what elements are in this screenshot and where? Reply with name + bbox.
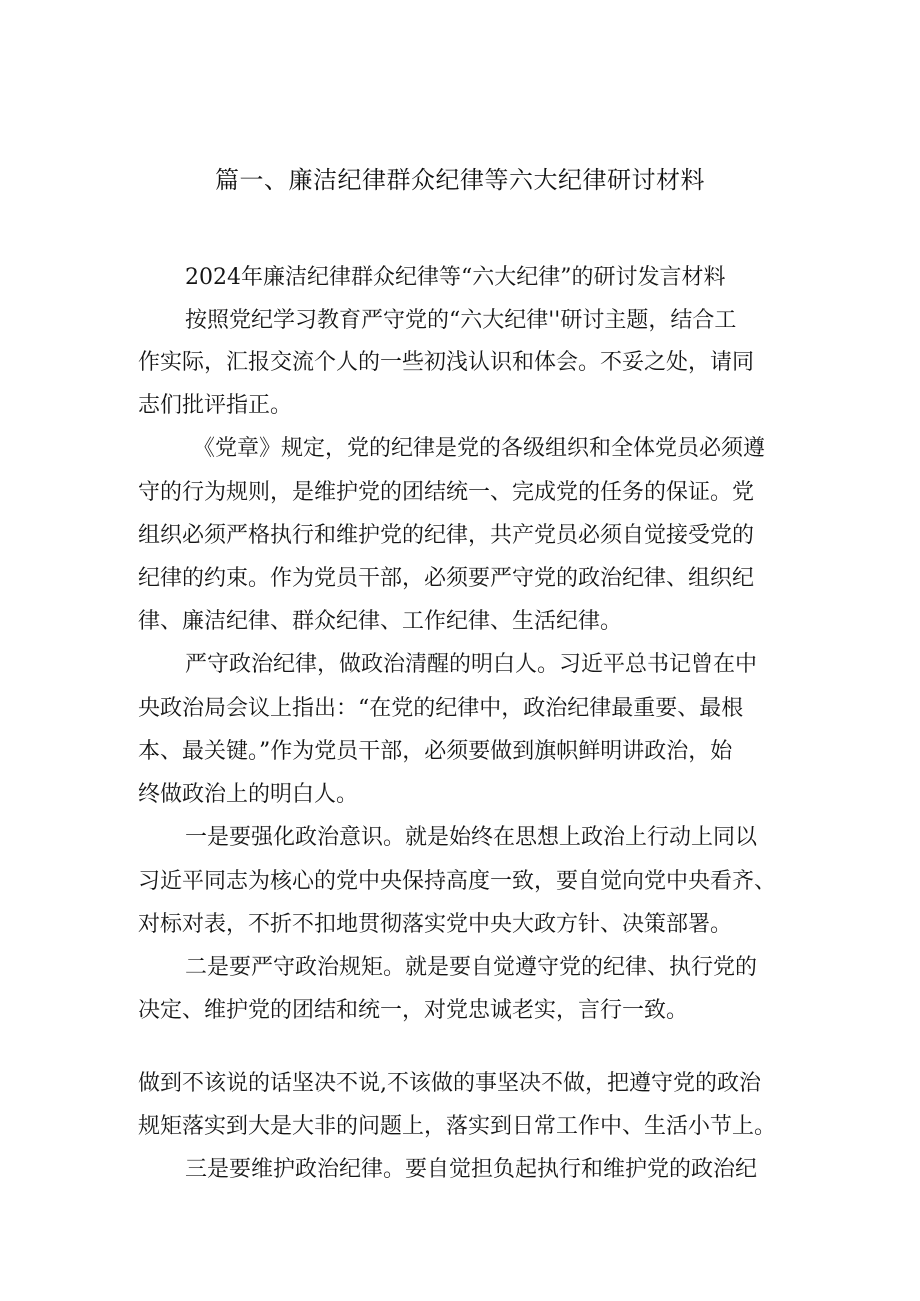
paragraph-line: 三是要维护政治纪律。要自觉担负起执行和维护党的政治纪: [185, 1157, 758, 1182]
paragraph-line: 二是要严守政治规矩。就是要自觉遵守党的纪律、执行党的: [185, 955, 758, 980]
paragraph-line: 纪律的约束。作为党员干部，必须要严守党的政治纪律、组织纪: [138, 566, 755, 591]
paragraph-line: 央政治局会议上指出：“在党的纪律中，政治纪律最重要、最根: [138, 696, 744, 721]
paragraph-line: 严守政治纪律，做政治清醒的明白人。习近平总书记曾在中: [185, 652, 758, 677]
paragraph-line: 规矩落实到大是大非的问题上，落实到日常工作中、生活小节上。: [138, 1114, 777, 1139]
paragraph-line: 按照党纪学习教育严守党的“六大纪律''研讨主题，结合工: [185, 308, 737, 333]
paragraph-line: 律、廉洁纪律、群众纪律、工作纪律、生活纪律。: [138, 609, 623, 634]
paragraph-line: 一是要强化政治意识。就是始终在思想上政治上行动上同以: [185, 825, 758, 850]
paragraph-line: 作实际，汇报交流个人的一些初浅认识和体会。不妥之处，请同: [138, 350, 755, 375]
paragraph-line: 《党章》规定，党的纪律是党的各级组织和全体党员必须遵: [193, 436, 766, 461]
paragraph-line: 本、最关键。”作为党员干部，必须要做到旗帜鲜明讲政治，始: [138, 739, 733, 764]
paragraph-line: 守的行为规则，是维护党的团结统一、完成党的任务的保证。党: [138, 480, 755, 505]
paragraph-line: 对标对表，不折不扣地贯彻落实党中央大政方针、决策部署。: [138, 912, 733, 937]
paragraph-line: 习近平同志为核心的党中央保持高度一致，要自觉向党中央看齐、: [138, 869, 777, 894]
paragraph-line: 做到不该说的话坚决不说,不该做的事坚决不做，把遵守党的政治: [138, 1071, 761, 1096]
paragraph-line: 组织必须严格执行和维护党的纪律，共产党员必须自觉接受党的: [138, 523, 755, 548]
subtitle-line: 2024年廉洁纪律群众纪律等“六大纪律”的研讨发言材料: [185, 265, 726, 290]
document-title: 篇一、廉洁纪律群众纪律等六大纪律研讨材料: [215, 166, 705, 194]
paragraph-line: 终做政治上的明白人。: [138, 782, 359, 807]
paragraph-line: 志们批评指正。: [138, 393, 293, 418]
paragraph-line: 决定、维护党的团结和统一，对党忠诚老实，言行一致。: [138, 998, 689, 1023]
